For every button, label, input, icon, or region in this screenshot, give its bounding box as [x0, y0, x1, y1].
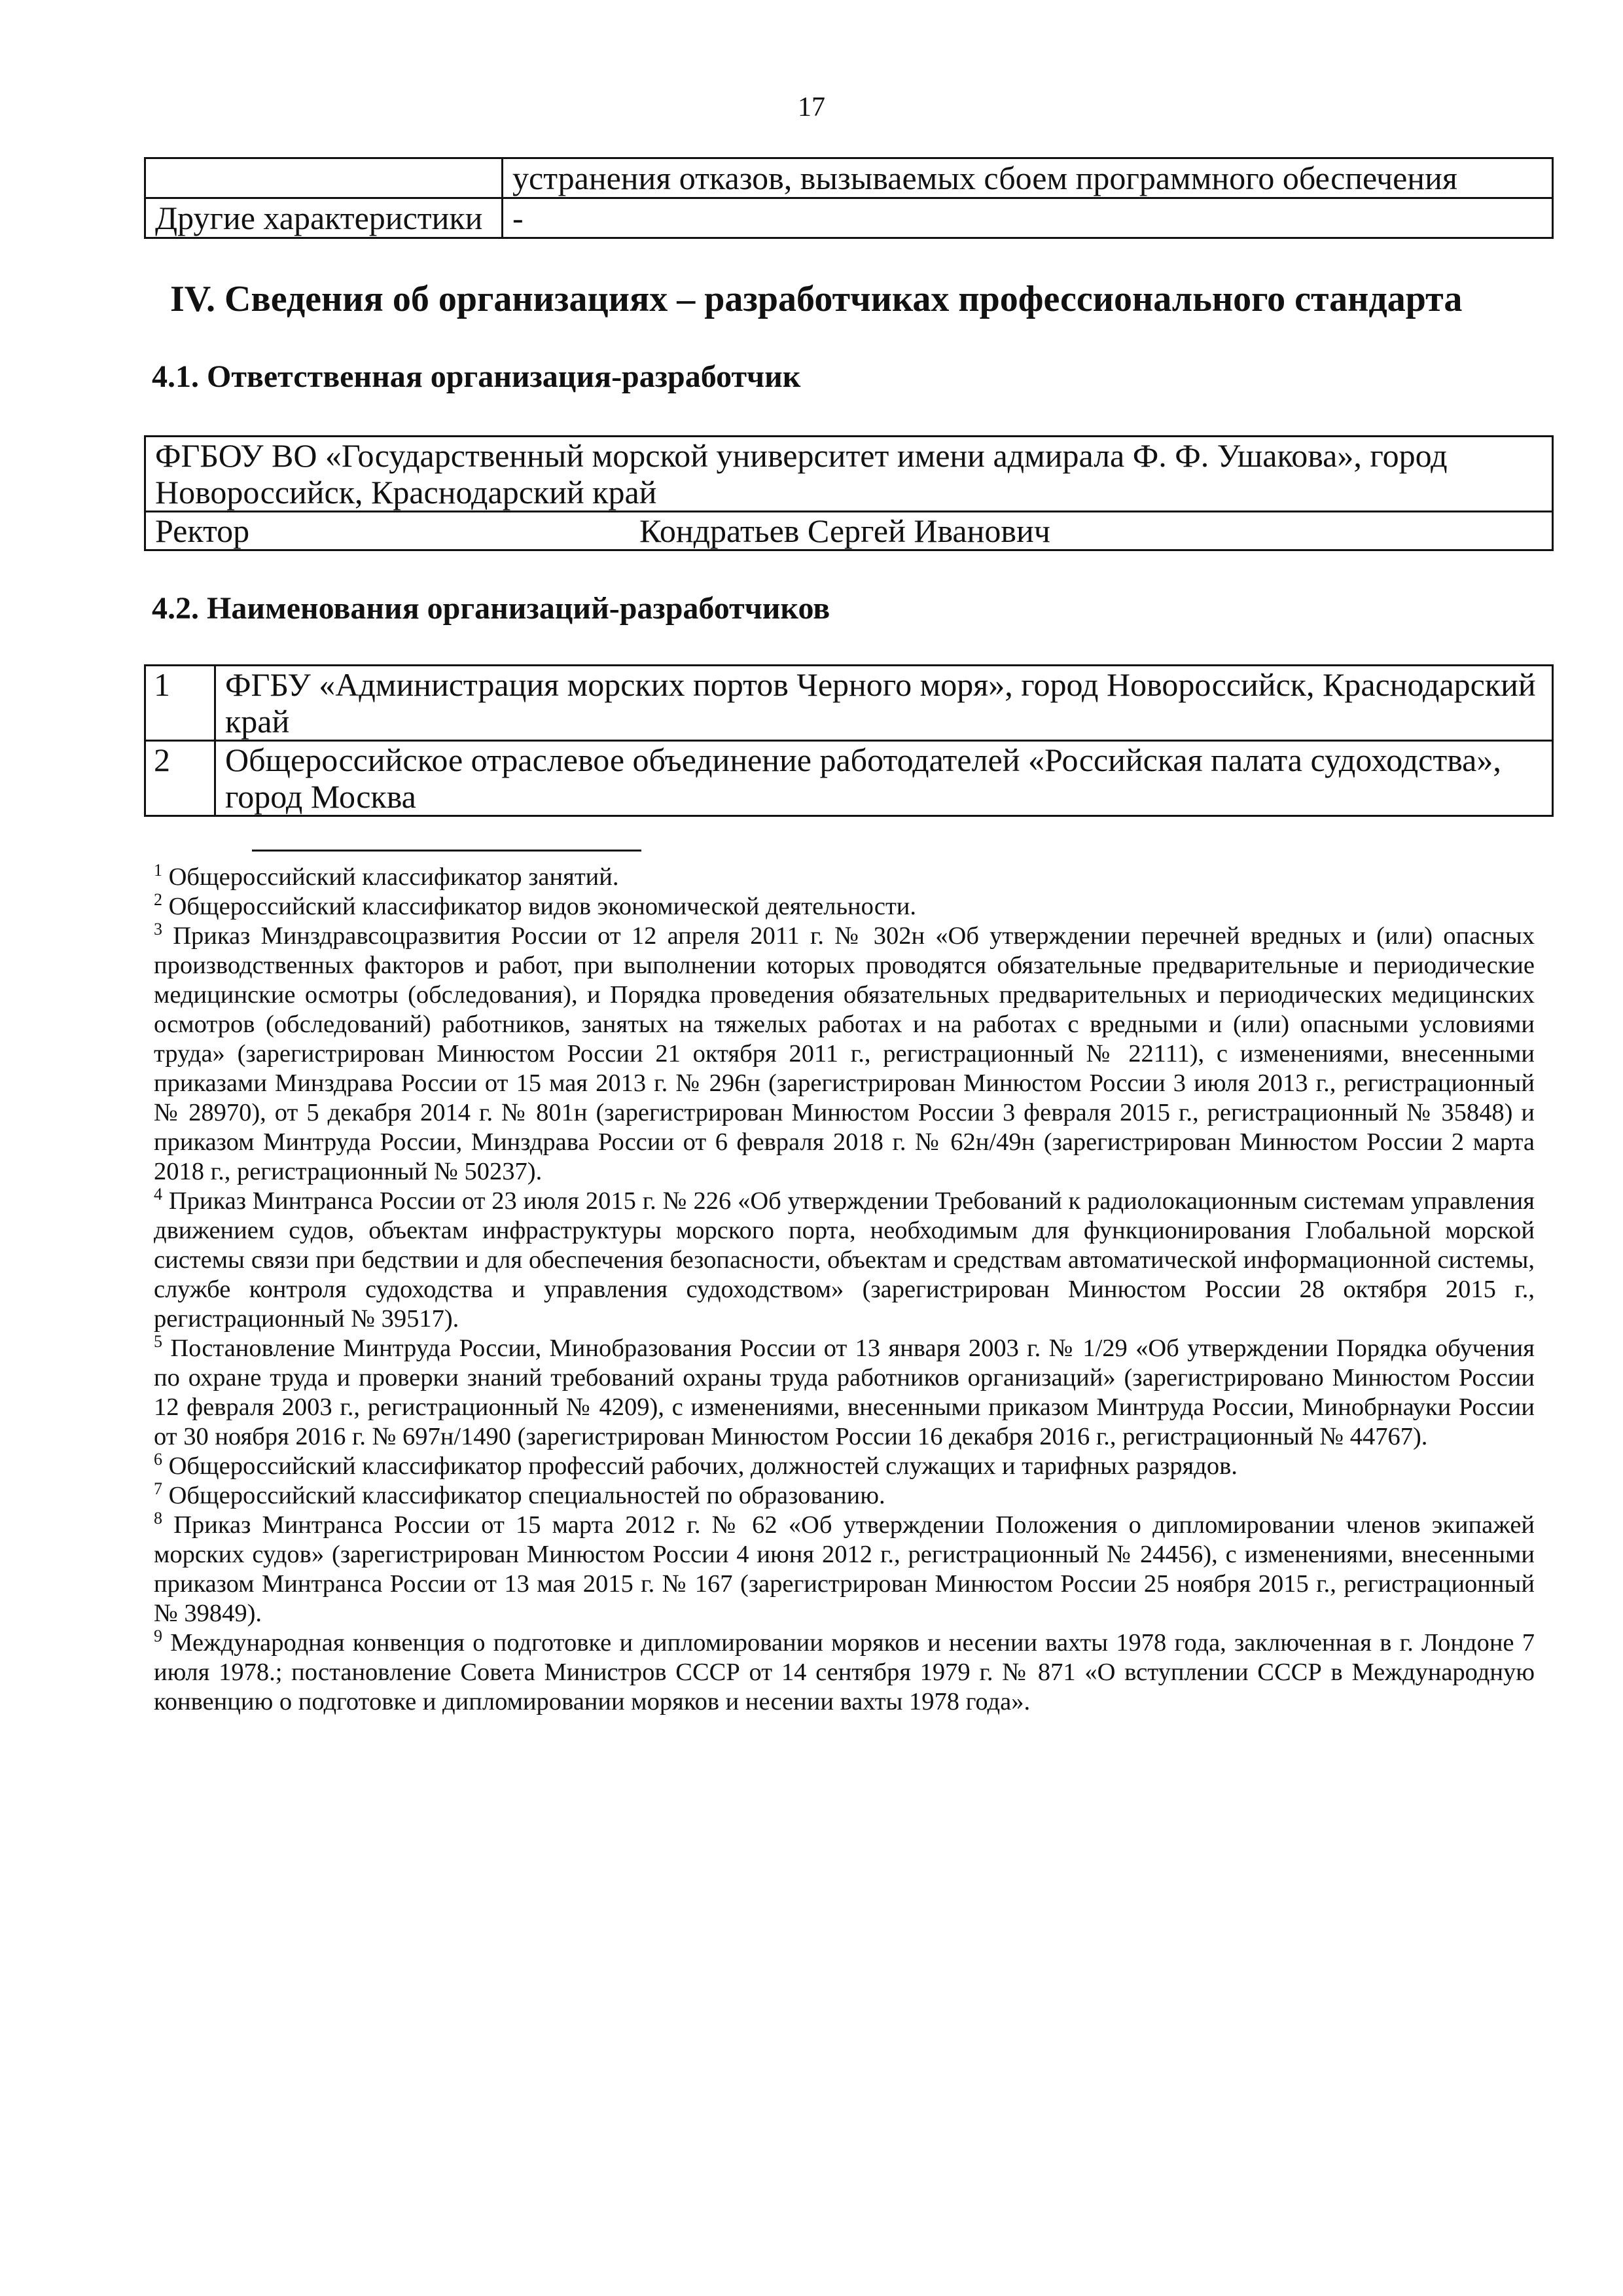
footnote [154, 1481, 1535, 1511]
footnote-number: 5 [154, 1332, 162, 1352]
footnotes [154, 863, 1535, 1717]
footnote-separator [252, 850, 641, 852]
head-cell [145, 512, 1553, 550]
table-row [145, 512, 1553, 550]
org-name-cell: ФГБОУ ВО «Государственный морской университет имени адмирала Ф. Ф. Ушакова», город Новороссийск, Краснодарский край [145, 437, 1553, 512]
developers-heading: 4.2. Наименования организаций-разработчиков [152, 591, 830, 626]
row-number: 1 [145, 666, 215, 741]
footnote [154, 1334, 1535, 1452]
table-row [145, 437, 1553, 512]
footnote-text: Общероссийский классификатор занятий. [168, 863, 619, 891]
footnote-number: 1 [154, 861, 162, 880]
characteristics-table [144, 157, 1554, 239]
footnote-text: Общероссийский классификатор профессий рабочих, должностей служащих и тарифных разрядов. [168, 1452, 1238, 1480]
position-label: Ректор [155, 512, 250, 549]
section-title: IV. Сведения об организациях – разработчиках профессионального стандарта [170, 279, 1463, 319]
footnote-text: Приказ Минтранса России от 15 марта 2012 г. № 62 «Об утверждении Положения о дипломировании членов экипажей морских судов» (зарегистрирован Минюстом России 4 июня 2012 г., регистрационный № 24456), с изменениями, внесенными приказом Минтранса России от 13 мая 2015 г. № 167 (зарегистрирован Минюстом России 25 ноября 2015 г., регистрационный № 39849). [154, 1511, 1535, 1627]
footnote-number: 6 [154, 1450, 162, 1469]
table-row [145, 198, 1553, 238]
developers-table [144, 664, 1554, 817]
footnote [154, 922, 1535, 1187]
person-name: Кондратьев Сергей Иванович [639, 512, 1050, 549]
footnote-text: Международная конвенция о подготовке и дипломировании моряков и несении вахты 1978 года, заключенная в г. Лондоне 7 июля 1978.; постановление Совета Министров СССР от 14 сентября 1979 г. № 871 «О вступлении СССР в Международную конвенцию о подготовке и дипломировании моряков и несении вахты 1978 года». [154, 1629, 1535, 1715]
table-cell-empty [145, 158, 503, 198]
footnote-number: 7 [154, 1479, 162, 1499]
footnote-text: Приказ Минтранса России от 23 июля 2015 г. № 226 «Об утверждении Требований к радиолокационным системам управления движением судов, объектам инфраструктуры морского порта, необходимым для функционирования Глобальной морской системы связи при бедствии и для обеспечения безопасности, объектам и средствам автоматической информационной системы, службе контроля судоходства и управления судоходством» (зарегистрирован Минюстом России 28 октября 2015 г., регистрационный № 39517). [154, 1187, 1535, 1333]
responsible-org-heading: 4.1. Ответственная организация-разработчик [152, 359, 801, 394]
footnote-text: Постановление Минтруда России, Минобразования России от 13 января 2003 г. № 1/29 «Об утверждении Порядка обучения по охране труда и проверки знаний требований охраны труда работников организаций» (зарегистрировано Минюстом России 12 февраля 2003 г., регистрационный № 4209), с изменениями, внесенными приказом Минтруда России, Минобрнауки России от 30 ноября 2016 г. № 697н/1490 (зарегистрирован Минюстом России 16 декабря 2016 г., регистрационный № 44767). [154, 1335, 1535, 1450]
footnote [154, 863, 1535, 892]
table-row [145, 666, 1553, 741]
table-row [145, 741, 1553, 816]
footnote-number: 4 [154, 1185, 162, 1204]
footnote-text: Приказ Минздравсоцразвития России от 12 апреля 2011 г. № 302н «Об утверждении перечней вредных и (или) опасных производственных факторов и работ, при выполнении которых проводятся обязательные предварительные и периодические медицинские осмотры (обследования), и Порядка проведения обязательных предварительных и периодических медицинских осмотров (обследований) работников, занятых на тяжелых работах и на работах с вредными и (или) опасными условиями труда» (зарегистрирован Минюстом России 21 октября 2011 г., регистрационный № 22111), с изменениями, внесенными приказами Минздрава России от 15 мая 2013 г. № 296н (зарегистрирован Минюстом России 3 июля 2013 г., регистрационный № 28970), от 5 декабря 2014 г. № 801н (зарегистрирован Минюстом России 3 февраля 2015 г., регистрационный № 35848) и приказом Минтруда России, Минздрава России от 6 февраля 2018 г. № 62н/49н (зарегистрирован Минюстом России 2 марта 2018 г., регистрационный № 50237). [154, 922, 1535, 1185]
footnote [154, 1628, 1535, 1717]
responsible-org-table [144, 435, 1554, 551]
footnote-number: 9 [154, 1626, 162, 1646]
footnote [154, 1511, 1535, 1628]
footnote-number: 8 [154, 1509, 162, 1528]
footnote [154, 892, 1535, 922]
page-number: 17 [798, 92, 825, 122]
footnote-number: 3 [154, 920, 162, 939]
footnote-text: Общероссийский классификатор специальностей по образованию. [168, 1482, 885, 1509]
footnote [154, 1452, 1535, 1481]
footnote-text: Общероссийский классификатор видов экономической деятельности. [168, 893, 916, 920]
table-cell-label: Другие характеристики [145, 198, 503, 238]
table-cell: - [503, 198, 1553, 238]
row-number: 2 [145, 741, 215, 816]
org-name-cell: Общероссийское отраслевое объединение работодателей «Российская палата судоходства», город Москва [215, 741, 1553, 816]
footnote-number: 2 [154, 890, 162, 910]
table-cell: устранения отказов, вызываемых сбоем программного обеспечения [503, 158, 1553, 198]
org-name-cell: ФГБУ «Администрация морских портов Черного моря», город Новороссийск, Краснодарский край [215, 666, 1553, 741]
footnote [154, 1187, 1535, 1334]
table-row [145, 158, 1553, 198]
